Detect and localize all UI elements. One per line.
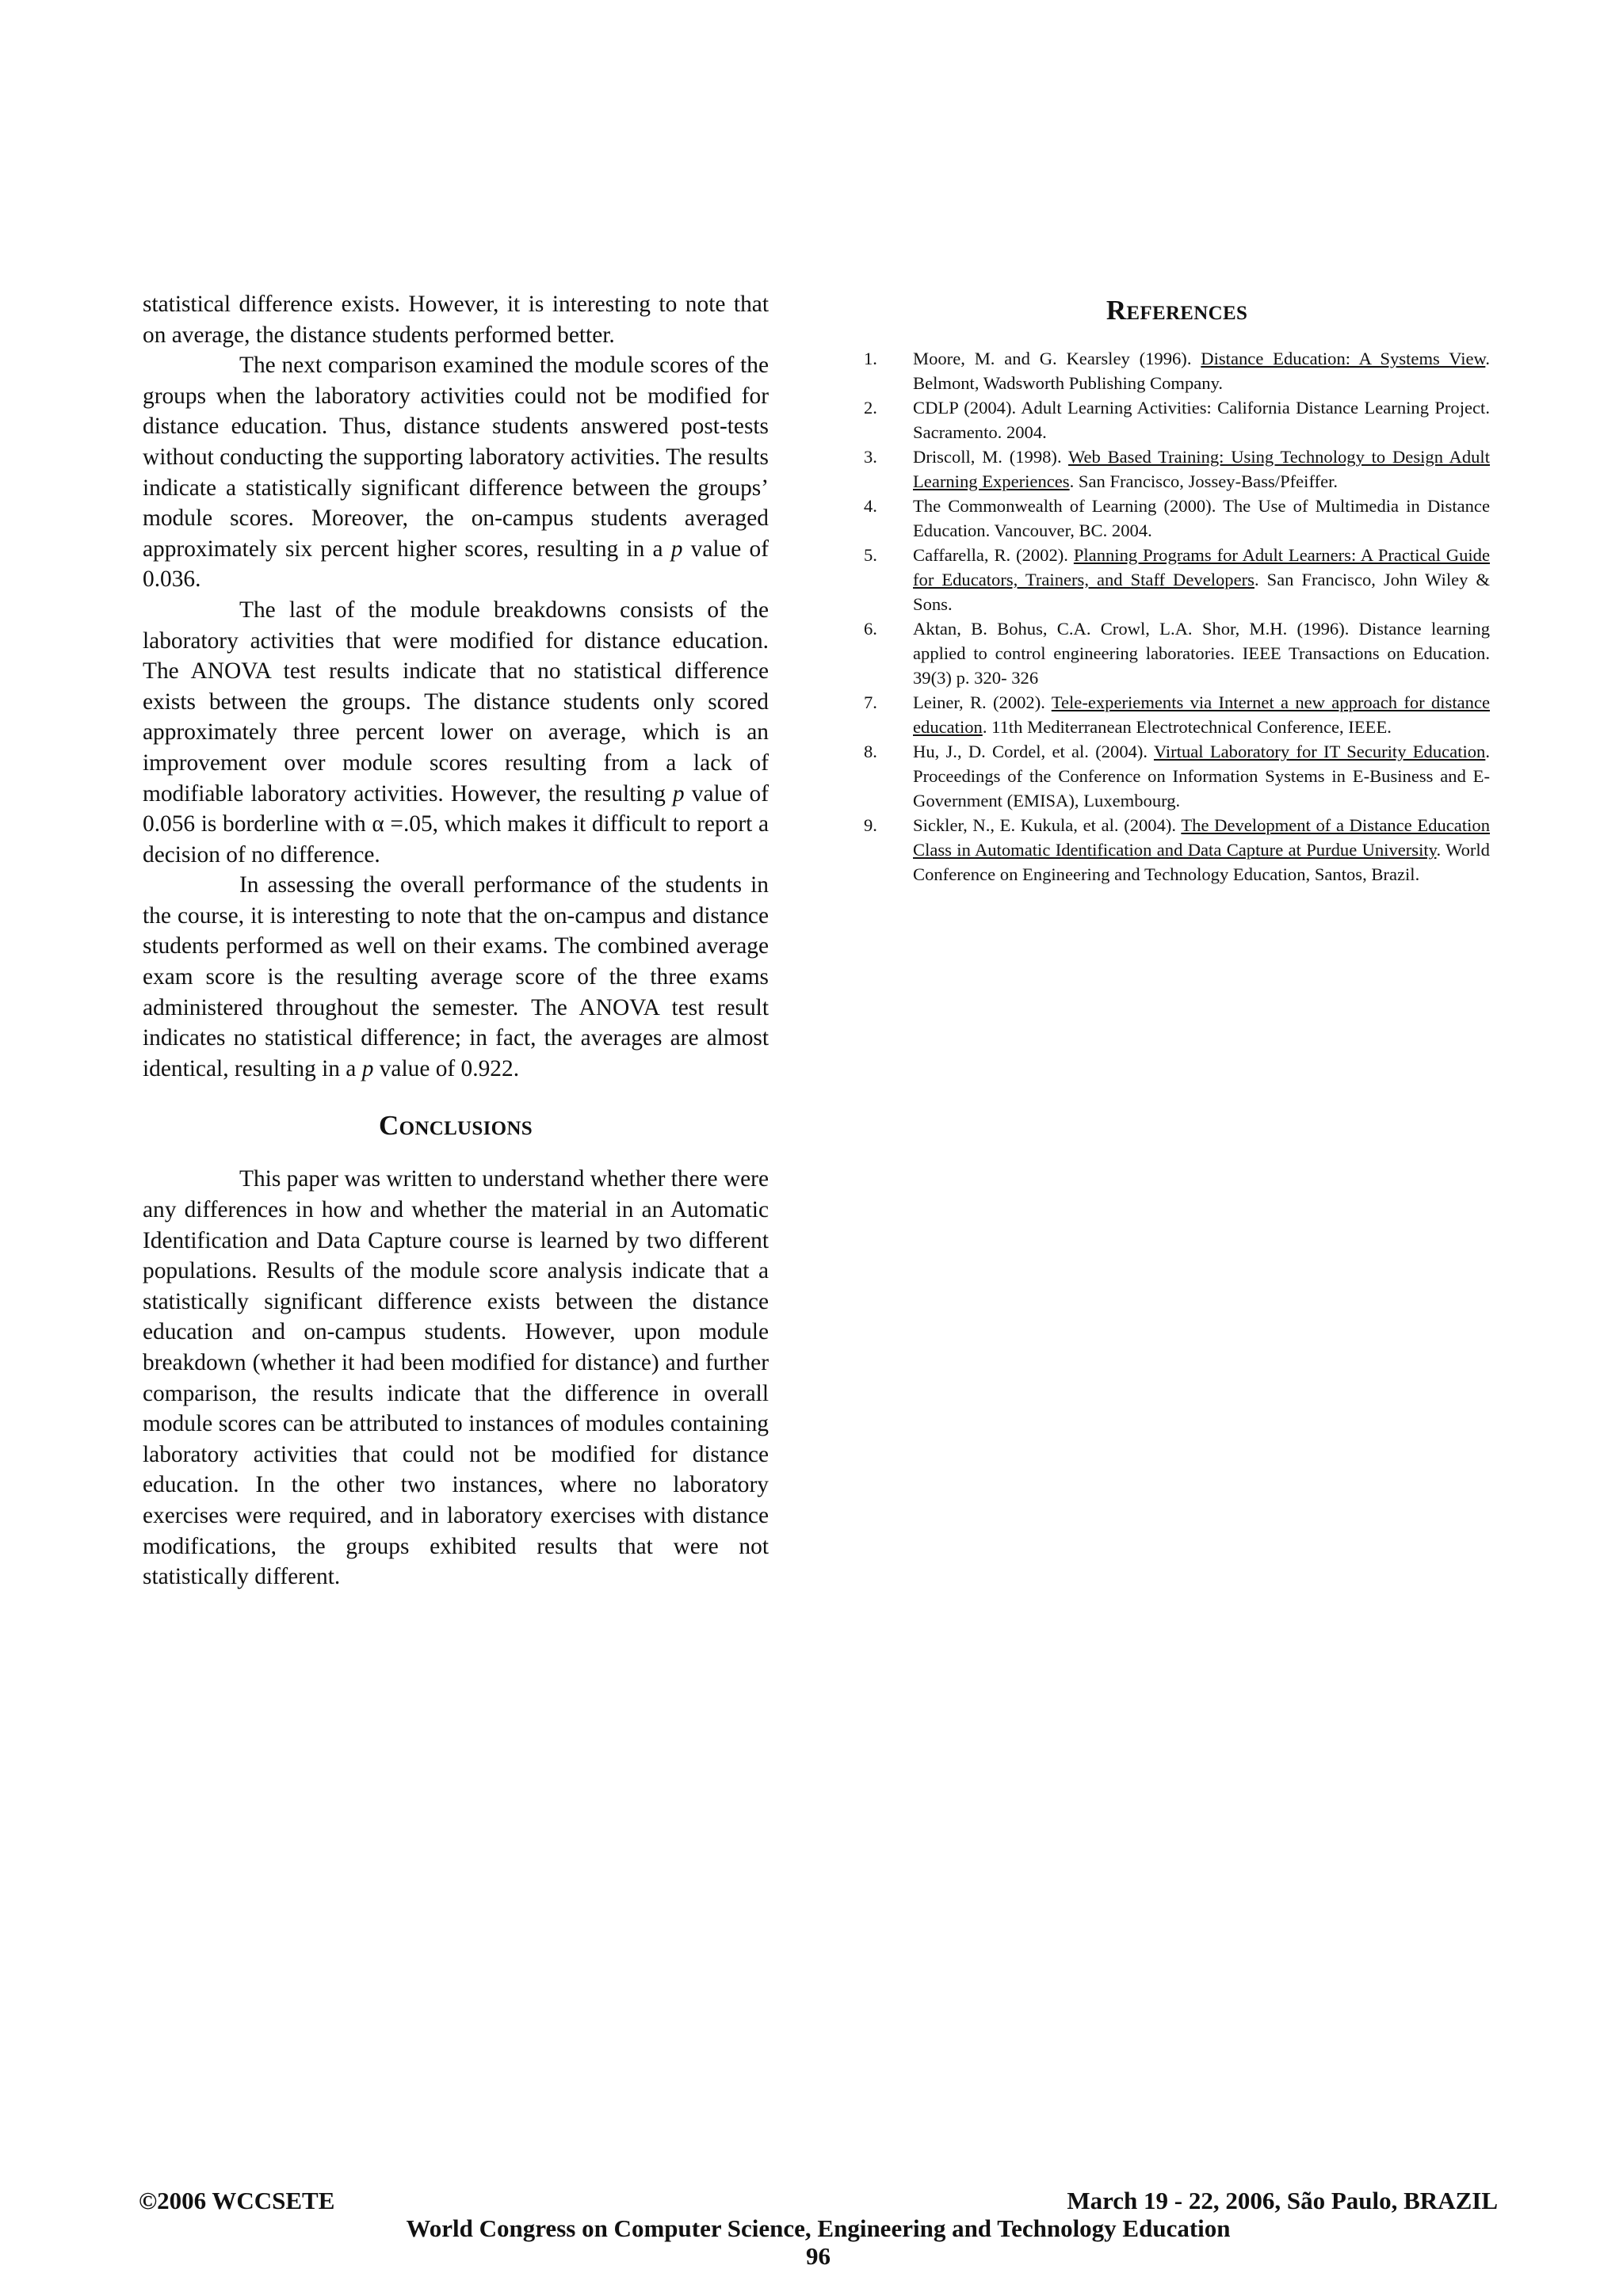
reference-item <box>864 813 1490 887</box>
reference-text: . San Francisco, Jossey-Bass/Pfeiffer. <box>1069 471 1338 491</box>
reference-item <box>864 616 1490 690</box>
reference-title: Distance Education: A Systems View <box>1201 349 1486 368</box>
reference-text: The Commonwealth of Learning (2000). The Use of Multimedia in Distance Education. Vancouver, BC. 2004. <box>913 496 1490 540</box>
paragraph-text: The last of the module breakdowns consists of the laboratory activities that were modified for distance education. The ANOVA test results indicate that no statistical difference exists between the groups. The distance students only scored approximately three percent lower on average, which is an improvement over module scores resulting from a lack of modifiable laboratory activities. However, the resulting <box>143 597 769 807</box>
reference-number: 1. <box>864 349 877 368</box>
paragraph-text: The next comparison examined the module scores of the groups when the laboratory activities could not be modified for distance education. Thus, distance students answered post-tests without conducting the supporting laboratory activities. The results indicate a statistically significant difference between the groups’ module scores. Moreover, the on-campus students averaged approximately six percent higher scores, resulting in a <box>143 353 769 562</box>
reference-title: Web Based Training: Using Technology to Design Adult Learning Experiences <box>913 447 1490 491</box>
paragraph-text: In assessing the overall performance of the students in the course, it is interesting to note that the on-campus and distance students performed as well on their exams. The combined average exam score is the resulting average score of the three exams administered throughout the semester. The ANOVA test result indicates no statistical difference; in fact, the averages are almost identical, resulting in a <box>143 872 769 1081</box>
reference-number: 2. <box>864 398 877 418</box>
reference-number: 8. <box>864 742 877 761</box>
reference-text: . San Francisco, John Wiley & Sons. <box>913 570 1490 614</box>
footer-copyright: ©2006 WCCSETE <box>139 2187 335 2214</box>
reference-title: The Development of a Distance Education Class in Automatic Identification and Data Capture at Purdue University <box>913 815 1490 860</box>
footer-congress: World Congress on Computer Science, Engineering and Technology Education <box>406 2214 1231 2242</box>
page-number: 96 <box>806 2242 831 2270</box>
reference-text: Moore, M. and G. Kearsley (1996). <box>913 349 1201 368</box>
reference-number: 3. <box>864 447 877 467</box>
reference-text: Aktan, B. Bohus, C.A. Crowl, L.A. Shor, M.H. (1996). Distance learning applied to control engineering laboratories. IEEE Transactions on Education. 39(3) p. 320- 326 <box>913 619 1490 688</box>
body-paragraph <box>143 289 769 350</box>
reference-item <box>864 444 1490 494</box>
body-paragraph <box>143 870 769 1084</box>
italic-variable: p <box>672 780 685 807</box>
body-paragraphs <box>143 289 769 1084</box>
reference-text: . Belmont, Wadsworth Publishing Company. <box>913 349 1490 393</box>
conclusions-heading: Conclusions <box>379 1110 533 1142</box>
reference-text: . World Conference on Engineering and Technology Education, Santos, Brazil. <box>913 840 1490 884</box>
left-column <box>143 289 769 1592</box>
reference-item <box>864 739 1490 813</box>
reference-number: 5. <box>864 545 877 565</box>
body-paragraph <box>143 595 769 870</box>
italic-variable: p <box>361 1055 374 1081</box>
reference-text: Caffarella, R. (2002). <box>913 545 1074 565</box>
paragraph-text: value of 0.036. <box>143 536 769 593</box>
reference-text: Hu, J., D. Cordel, et al. (2004). <box>913 742 1154 761</box>
reference-text: Sickler, N., E. Kukula, et al. (2004). <box>913 815 1182 835</box>
reference-text: . 11th Mediterranean Electrotechnical Conference, IEEE. <box>982 717 1392 737</box>
right-column <box>864 295 1490 887</box>
conclusions-paragraph: This paper was written to understand whether there were any differences in how and whether the material in an Automatic Identification and Data Capture course is learned by two different populations. Results of the module score analysis indicate that a statistically significant difference exists between the distance education and on-campus students. However, upon module breakdown (whether it had been modified for distance) and further comparison, the results indicate that the difference in overall module scores can be attributed to instances of modules containing laboratory activities that could not be modified for distance education. In the other two instances, where no laboratory exercises were required, and in laboratory exercises with distance modifications, the groups exhibited results that were not statistically different. <box>143 1166 769 1590</box>
paragraph-text: value of 0.922. <box>373 1055 520 1081</box>
reference-title: Planning Programs for Adult Learners: A Practical Guide for Educators, Trainers, and Staff Developers <box>913 545 1490 589</box>
reference-item <box>864 543 1490 616</box>
reference-item <box>864 395 1490 444</box>
reference-text: Driscoll, M. (1998). <box>913 447 1068 467</box>
paragraph-text: statistical difference exists. However, it is interesting to note that on average, the distance students performed better. <box>143 292 769 348</box>
reference-number: 4. <box>864 496 877 516</box>
reference-number: 6. <box>864 619 877 639</box>
reference-title: Virtual Laboratory for IT Security Education <box>1153 742 1486 761</box>
reference-item <box>864 690 1490 739</box>
reference-item <box>864 494 1490 543</box>
reference-number: 9. <box>864 815 877 835</box>
reference-title: Tele-experiements via Internet a new approach for distance education <box>913 692 1490 737</box>
reference-text: . Proceedings of the Conference on Information Systems in E-Business and E-Government (EMISA), Luxembourg. <box>913 742 1490 810</box>
paragraph-text: value of 0.056 is borderline with α =.05, which makes it difficult to report a decision of no difference. <box>143 780 769 868</box>
footer-dates-location: March 19 - 22, 2006, São Paulo, BRAZIL <box>1067 2187 1498 2214</box>
page-footer <box>139 2187 1498 2270</box>
reference-item <box>864 346 1490 395</box>
reference-number: 7. <box>864 692 877 712</box>
italic-variable: p <box>670 536 683 562</box>
references-heading: References <box>1106 295 1248 326</box>
reference-text: CDLP (2004). Adult Learning Activities: California Distance Learning Project. Sacramento. 2004. <box>913 398 1490 442</box>
body-paragraph <box>143 350 769 595</box>
references-list <box>864 346 1490 887</box>
reference-text: Leiner, R. (2002). <box>913 692 1052 712</box>
